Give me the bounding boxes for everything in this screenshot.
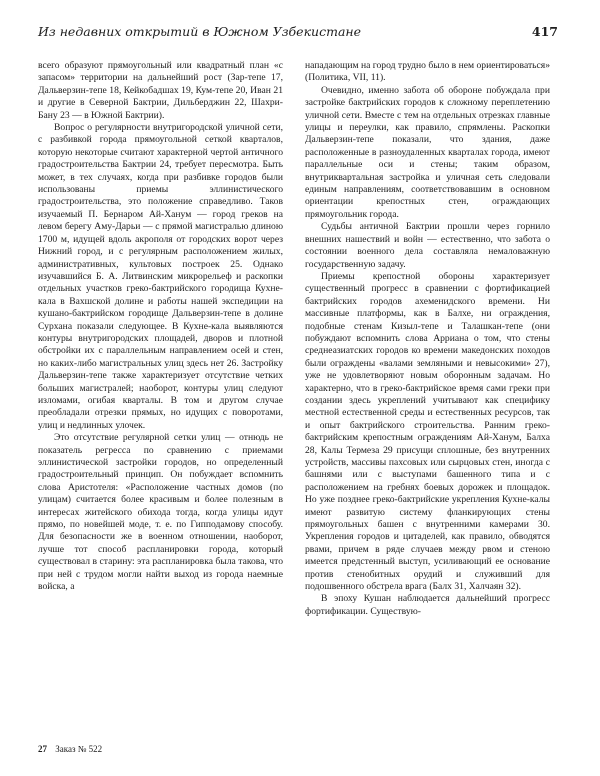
paragraph: Очевидно, именно забота об обороне побуждала при застройке бактрийских городов к сложному переплетению уличной сети. Вместе с тем на отдельных отрезках главные улицы и переулки, как правило, спрямлены. Раскопки Дальверзин-тепе показали, что здания, даже расположенные в разноудаленных кварталах города, имеют параллельные оси и стены; таким образом, внутриквартальная застройка и уличная сеть следовали единым направлениям, соответствовавшим в основном ориентации крепостных стен, ограждающих прямоугольник города. <box>305 84 550 220</box>
paragraph: Это отсутствие регулярной сетки улиц — отнюдь не показатель регресса по сравнению с приемами эллинистической застройки городов, но определенный градостроительный принцип. Он побуждает вспомнить слова Аристотеля: «Расположение частных домов (по улицам) считается более красивым и более полезным в интересах житейского обихода тогда, когда улицы идут прямо, по новейшей моде, т. е. по Гипподамову способу. Для безопасности же в военном отношении, наоборот, лучше тот способ распланировки города, который существовал в старину: эта распланировка была такова, что при ней с трудом могли найти выход из города наемные войска, а <box>38 432 283 593</box>
paragraph: всего образуют прямоугольный или квадратный план «с запасом» территории на дальнейший рост (Зар-тепе 17, Дальверзин-тепе 18, Кейкобадшах 19, Кум-тепе 20, Иван 21 и другие в Северной Бактрии, Дильберджин 22, Шахри-Бану 23 — в Южной Бактрии). <box>38 60 283 121</box>
left-column <box>38 60 283 732</box>
page-footer <box>38 744 108 754</box>
paragraph: нападающим на город трудно было в нем ориентироваться» (Политика, VII, 11). <box>305 60 550 84</box>
signature-number: 27 <box>38 744 47 754</box>
paragraph: Вопрос о регулярности внутригородской уличной сети, с разбивкой города прямоугольной сеткой кварталов, которую некоторые считают характерной чертой античного градостроительства Бактрии 24, требует пересмотра. Быть может, в тех случаях, когда при разбивке городов были использованы приемы эллинистического градостроительства, это положение справедливо. Таков изучаемый П. Бернаром Ай-Ханум — город греков на левом берегу Аму-Дарьи — с прямой магистралью длиною 1700 м, идущей вдоль акрополя от городских ворот через Нижний город, и с регулярным расположением жилых, административных, культовых построек 25. Однако изучавшийся Б. А. Литвинским микрорельеф и раскопки отдельных участков греко-бактрийского городища Кухне-кала в Вахшской долине и работы нашей экспедиции на кушано-бактрийском городище Дальверзин-тепе в долине Сурхана показали следующее. В Кухне-кала выявляются контуры внутригородских площадей, дворов и плотной обстройки их с параллельным направлением осей и стен, но каких-либо магистральных улиц здесь нет 26. Застройку Дальверзин-тепе также характеризует отсутствие четких больших магистралей; наоборот, контуры улиц следуют изломами, огибая кварталы. В том и другом случае преобладали отрезки прямых, но идущих с поворотами, улиц и недлинных улочек. <box>38 122 283 431</box>
running-head <box>38 24 558 44</box>
paragraph: Приемы крепостной обороны характеризует существенный прогресс в сравнении с фортификацией бактрийских городов ахеменидского времени. Ни массивные платформы, как в Балхе, ни ограждения, подобные стенам Кизыл-тепе и Талашкан-тепе (они побуждают вспомнить слова Арриана о том, что стены среднеазиатских городов ко времени македонских походов были ограждены «валами земляными и невысокими» 27), уже не удовлетворяют новым оборонным задачам. Но характерно, что в греко-бактрийское время сами греки при создании здесь укреплений учитывают как специфику местной естественной среды и естественных ресурсов, так и опыт бактрийского строительства. Ранним греко-бактрийским крепостным ограждениям Ай-Ханум, Балха 28, Калы Термеза 29 присущи сплошные, без внутренних устройств, массивы пахсовых или сырцовых стен, иногда с башнями или с выступами башенного типа и с расположением на гребнях боевых дорожек и площадок. Но уже позднее греко-бактрийские укрепления Кухне-калы имеют развитую систему фланкирующих стены прямоугольных башен с внутренними камерами 30. Укрепления городов и цитаделей, как правило, обводятся рвами, причем в ряде случаев между рвом и стеною имеется предстенный выступ, усиливающий ее основание против стенобитных орудий и служивший для подошвенного обстрела врага (Балх 31, Халчаян 32). <box>305 270 550 593</box>
paragraph: В эпоху Кушан наблюдается дальнейший прогресс фортификации. Существую- <box>305 593 550 617</box>
paragraph: Судьбы античной Бактрии прошли через горнило внешних нашествий и войн — естественно, что забота о состоянии военного дела составляла немаловажную государственную задачу. <box>305 221 550 270</box>
page-number: 417 <box>531 24 558 39</box>
running-title: Из недавних открытий в Южном Узбекистане <box>38 24 362 39</box>
order-label: Заказ № 522 <box>55 744 103 754</box>
right-column <box>305 60 550 732</box>
